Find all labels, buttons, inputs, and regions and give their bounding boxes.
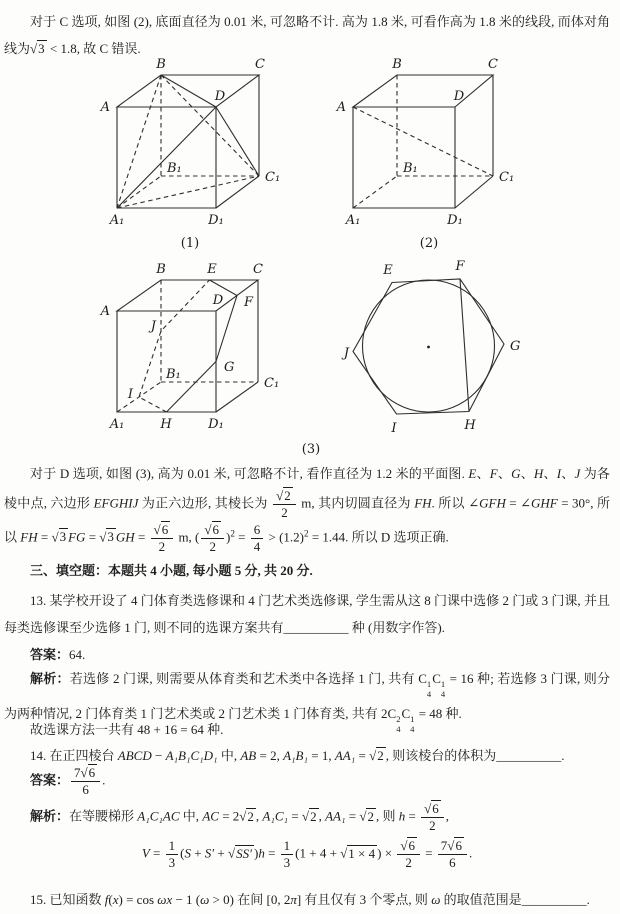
fig1-label-D: D <box>214 89 226 104</box>
question-14-explanation: 解析：在等腰梯形 A₁C₁AC 中, AC = 2√2 , A₁C₁ = √2 , AA₁ = √2 , 则 h = $\frac{√6}{2}$ , <box>30 801 449 834</box>
question-13-explanation: 解析：若选修 2 门课, 则需要从体育类和艺术类中各选择 1 门, 共有 C 1 4 C 1 4 = 16 种; 若选修 3 门课, 则分为两种情况, 2 门体育类 1 门艺术类或 2 门艺术类 1 门体育类, 共有 2C 2 4 C 1 4 = 48 种. <box>4 671 610 735</box>
fig1-caption: (1) <box>180 236 200 251</box>
fig3-label-H: H <box>160 417 172 432</box>
section-dashed-edges <box>139 280 210 412</box>
center-dot <box>427 346 430 349</box>
fig3-label-F: F <box>244 295 254 310</box>
fig2-label-A1: A₁ <box>345 213 361 228</box>
chord-FH <box>460 279 469 412</box>
fig1-label-B: B <box>156 57 166 72</box>
paragraph-option-d: 对于 D 选项, 如图 (3), 高为 0.01 米, 可忽略不计, 看作直径为 1.2 米的平面图. E、F、G、H、I、J 为各棱中点, 六边形 EFGHIJ 为正六边形, 其棱长为 $\frac{√2}{2}$ m, 其内切圆直径为 FH. 所以 ∠GFH = ∠GHF = 30°, 所以 FH = √3 FG = √3 GH = $\frac{√6}{2}$ m, ( $\frac{√6}{2}$ )$^2$ = $\frac{6}{4}$ > $(1.2)^2 = 1.44$. 所以 D 选项正确. <box>4 466 610 554</box>
hex-label-H: H <box>464 418 476 433</box>
question-13: 13. 某学校开设了 4 门体育类选修课和 4 门艺术类选修课, 学生需从这 8 门课中选修 2 门或 3 门课, 并且每类选修课至少选修 1 门, 则不同的选课方案共有__________ 种 (用数字作答). <box>4 593 610 635</box>
question-13-conclusion: 故选课方法一共有 48 + 16 = 64 种. <box>30 722 224 737</box>
question-14: 14. 在正四棱台 ABCD − A₁B₁C₁D₁ 中, AB = 2, A₁B₁ = 1, AA₁ = √2 , 则该棱台的体积为__________. <box>30 748 565 763</box>
fig3-label-J: J <box>150 319 156 334</box>
fig1-label-C: C <box>255 57 265 72</box>
fig3-label-A1: A₁ <box>109 417 125 432</box>
question-13-answer: 答案：64. <box>30 647 86 662</box>
fig1-label-A1: A₁ <box>109 213 125 228</box>
fig2-label-C: C <box>488 57 498 72</box>
fig3-caption: (3) <box>301 442 321 457</box>
fig3-label-D: D <box>212 293 224 308</box>
fig3-label-B: B <box>156 262 166 277</box>
hex-label-I: I <box>391 421 397 436</box>
fig2-label-A: A <box>336 100 346 115</box>
hidden-cube-edges <box>353 75 493 208</box>
fig3-label-E: E <box>207 262 217 277</box>
fig2-label-B1: B₁ <box>403 161 418 176</box>
fig1-label-B1: B₁ <box>167 161 182 176</box>
fig2-label-D: D <box>453 89 465 104</box>
section-solid-edges <box>167 280 238 412</box>
section-header-fill-in-blanks: 三、填空题：本题共 4 小题, 每小题 5 分, 共 20 分. <box>30 563 313 578</box>
paragraph-option-c: 对于 C 选项, 如图 (2), 底面直径为 0.01 米, 可忽略不计. 高为 1.8 米, 可看作高为 1.8 米的线段, 而体对角线为√3 < 1.8, 故 C 错误. <box>4 14 610 56</box>
fig1-label-D1: D₁ <box>208 213 224 228</box>
question-14-answer: 答案： $\frac{7√6}{6}$ . <box>30 765 106 798</box>
fig3-label-B1: B₁ <box>166 367 181 382</box>
fig2-caption: (2) <box>419 236 439 251</box>
fig1-label-A: A <box>100 100 110 115</box>
hex-label-F: F <box>455 259 465 274</box>
fig3-label-G: G <box>224 360 235 375</box>
question-14-volume-formula: V = $\frac{1}{3}$ (S + S′ + √SS′ )h = $\frac{1}{3}$ (1 + 4 + √1 × 4 ) × $\frac{√6}{2}$ = $\frac{7√6}{6}$ . <box>141 838 473 871</box>
hex-label-E: E <box>383 263 393 278</box>
hex-label-J: J <box>343 346 349 361</box>
fig2-label-C1: C₁ <box>499 170 515 185</box>
figure-hexagon-inscribed-circle <box>341 259 521 436</box>
fig2-label-D1: D₁ <box>447 213 463 228</box>
question-15: 15. 已知函数 f(x) = cos ωx − 1 (ω > 0) 在间 [0, 2π] 有且仅有 3 个零点, 则 ω 的取值范围是__________. <box>30 892 590 907</box>
tetra-solid-edges <box>117 75 259 208</box>
fig3-label-A: A <box>100 304 110 319</box>
fig3-label-C1: C₁ <box>264 376 280 391</box>
figure-1-cube-tetrahedron <box>100 57 281 251</box>
hidden-cube-edges <box>117 280 258 412</box>
hex-label-G: G <box>510 339 521 354</box>
fig1-label-C1: C₁ <box>265 170 281 185</box>
figure-3-cube-hexagon-section <box>100 262 321 457</box>
fig3-label-I: I <box>127 387 133 402</box>
fig3-label-D1: D₁ <box>208 417 224 432</box>
figure-2-cube-diagonal <box>336 57 515 251</box>
fig3-label-C: C <box>253 262 263 277</box>
space-diagonal <box>353 107 493 176</box>
figures-canvas <box>0 56 620 458</box>
fig2-label-B: B <box>392 57 402 72</box>
